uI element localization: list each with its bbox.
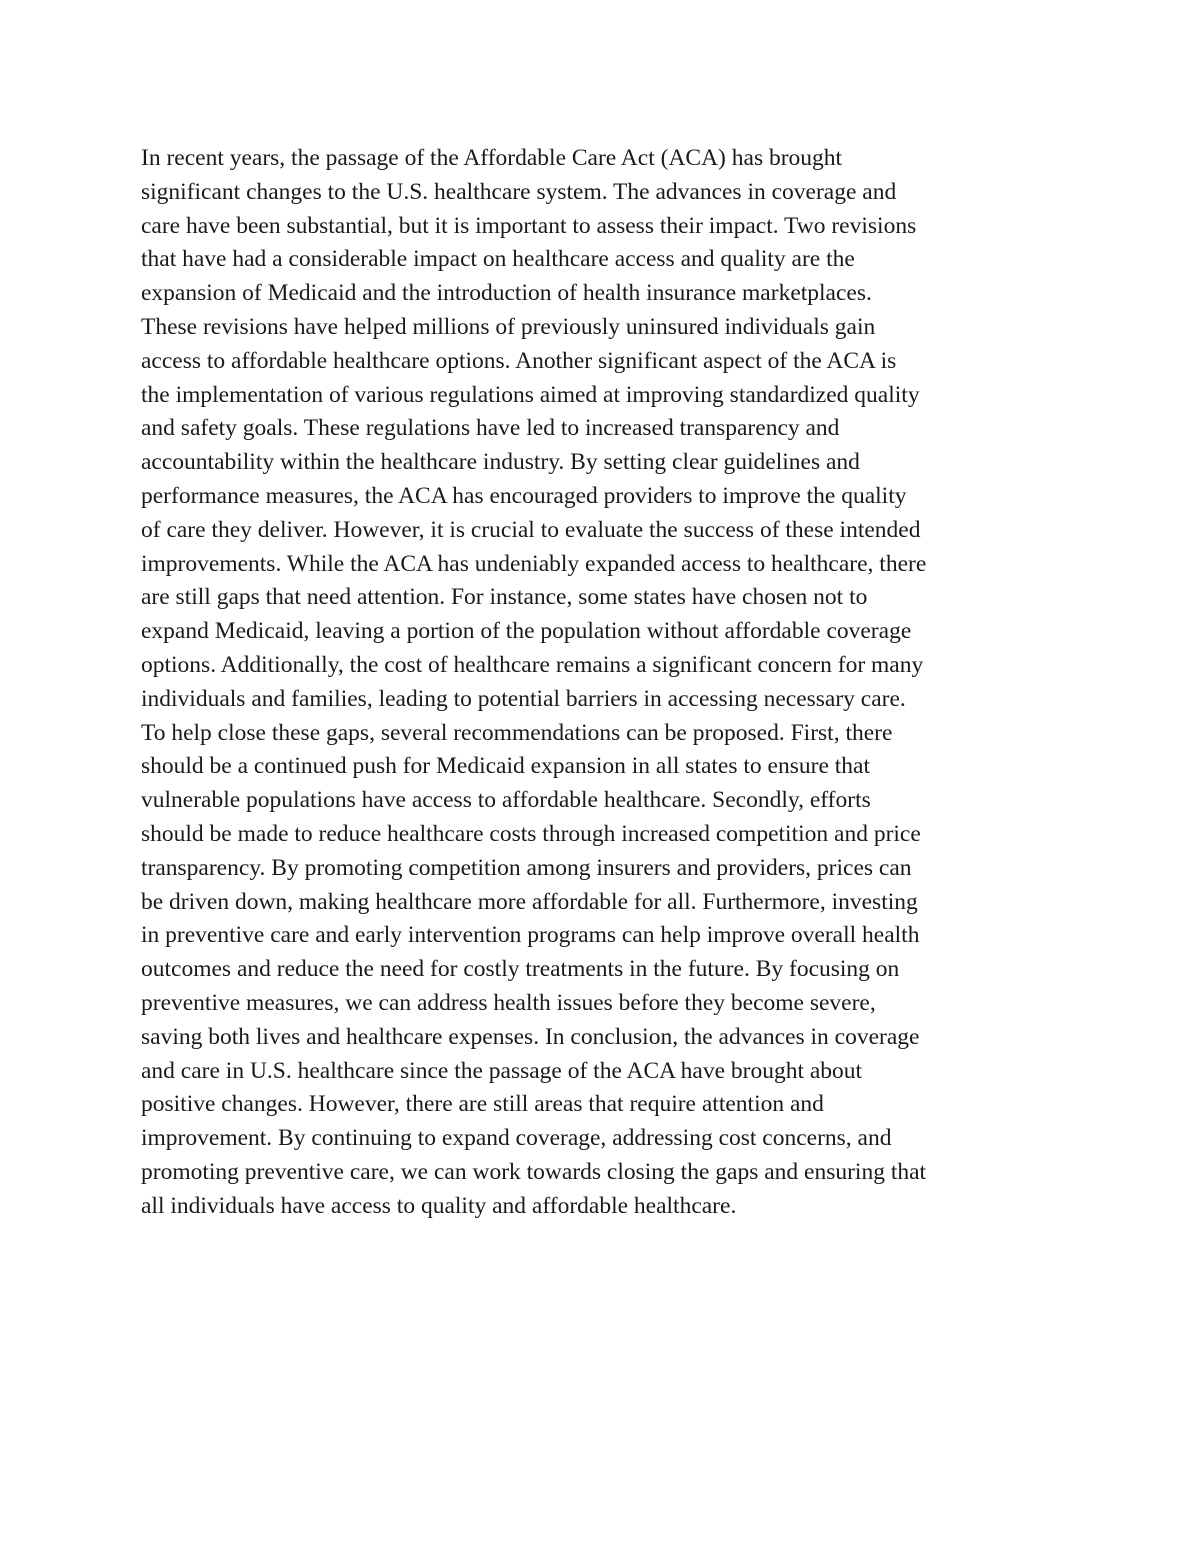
text-line: In recent years, the passage of the Affordable Care Act (ACA) has brought [141, 145, 843, 171]
text-line: promoting preventive care, we can work towards closing the gaps and ensuring that [141, 1158, 927, 1185]
text-line: are still gaps that need attention. For instance, some states have chosen not to [141, 584, 868, 611]
text-line: vulnerable populations have access to affordable healthcare. Secondly, efforts [141, 787, 871, 814]
text-line: the implementation of various regulations aimed at improving standardized quality [141, 381, 920, 408]
text-line: and safety goals. These regulations have led to increased transparency and [141, 415, 840, 442]
text-line: performance measures, the ACA has encouraged providers to improve the quality [141, 482, 907, 509]
text-line: options. Additionally, the cost of healthcare remains a significant concern for many [141, 651, 924, 678]
text-line: accountability within the healthcare industry. By setting clear guidelines and [141, 449, 860, 476]
text-line: should be a continued push for Medicaid expansion in all states to ensure that [141, 753, 870, 780]
text-line: improvements. While the ACA has undeniably expanded access to healthcare, there [141, 550, 927, 577]
text-line: To help close these gaps, several recommendations can be proposed. First, there [141, 719, 893, 746]
body-paragraph [141, 142, 1071, 1224]
text-line: saving both lives and healthcare expenses. In conclusion, the advances in coverage [141, 1023, 920, 1050]
text-line: improvement. By continuing to expand coverage, addressing cost concerns, and [141, 1125, 892, 1152]
text-line: should be made to reduce healthcare costs through increased competition and price [141, 820, 921, 847]
text-line: and care in U.S. healthcare since the passage of the ACA have brought about [141, 1057, 863, 1084]
text-line: that have had a considerable impact on healthcare access and quality are the [141, 246, 855, 273]
text-line: positive changes. However, there are still areas that require attention and [141, 1091, 824, 1118]
text-line: outcomes and reduce the need for costly treatments in the future. By focusing on [141, 956, 900, 983]
text-line: individuals and families, leading to potential barriers in accessing necessary care. [141, 685, 906, 712]
text-line: transparency. By promoting competition among insurers and providers, prices can [141, 854, 912, 881]
text-line: all individuals have access to quality and affordable healthcare. [141, 1192, 737, 1219]
text-line: preventive measures, we can address health issues before they become severe, [141, 989, 876, 1016]
text-line: care have been substantial, but it is important to assess their impact. Two revisions [141, 212, 917, 239]
text-line: These revisions have helped millions of previously uninsured individuals gain [141, 313, 876, 340]
text-line: be driven down, making healthcare more affordable for all. Furthermore, investing [141, 888, 918, 915]
text-line: access to affordable healthcare options. Another significant aspect of the ACA is [141, 347, 897, 374]
text-line: in preventive care and early intervention programs can help improve overall health [141, 922, 920, 949]
text-line: of care they deliver. However, it is crucial to evaluate the success of these intended [141, 516, 921, 543]
text-line: expansion of Medicaid and the introduction of health insurance marketplaces. [141, 280, 872, 307]
text-line: significant changes to the U.S. healthcare system. The advances in coverage and [141, 178, 897, 205]
text-line: expand Medicaid, leaving a portion of the population without affordable coverage [141, 618, 912, 645]
